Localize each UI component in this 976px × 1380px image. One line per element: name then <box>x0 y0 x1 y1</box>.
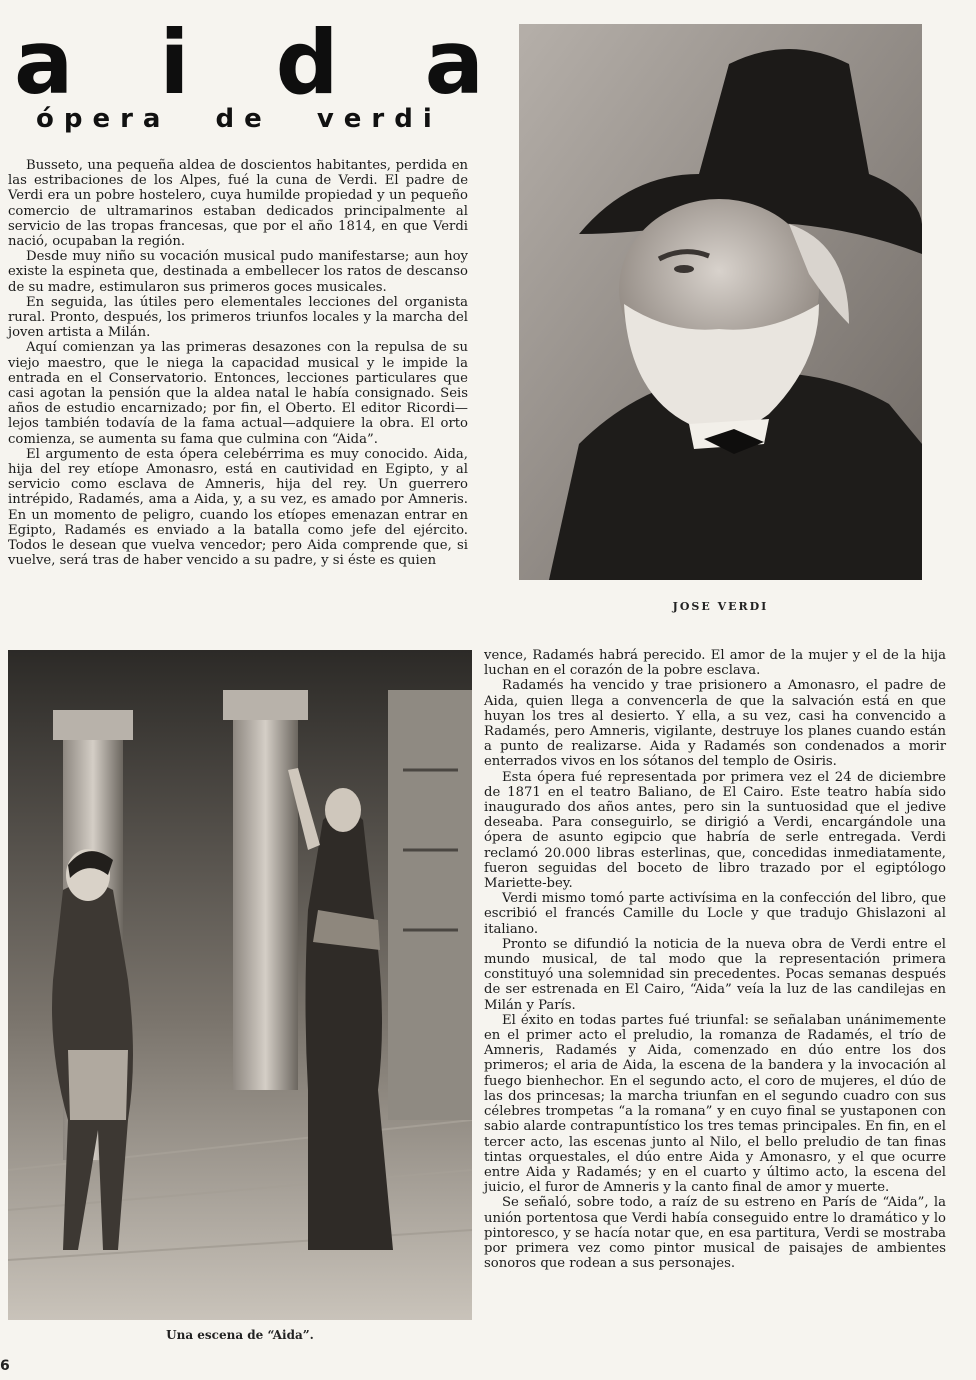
page-number: 6 <box>0 1358 10 1374</box>
title-letter: a <box>14 11 74 114</box>
paragraph: Pronto se difundió la noticia de la nueva obra de Verdi entre el mundo musical, de tal modo que la representación primera constituyó una solemnidad sin precedentes. Pocas semanas después de ser estrenada en El Cairo, “Aida” veía la luz de las candilejas en Milán y París. <box>484 936 946 1013</box>
portrait-caption: JOSE VERDI <box>672 600 769 613</box>
title-letter: a <box>424 11 484 114</box>
paragraph: Aquí comienzan ya las primeras desazones con la repulsa de su viejo maestro, que le niega la capacidad musical y le impide la entrada en el Conservatorio. Entonces, lecciones particulares que casi agotan la pensión que la aldea natal le había consignado. Seis años de estudio encarnizado; por fin, el Oberto. El editor Ricordi—lejos también todavía de la fama actual—adquiere la obra. El orto comienza, se aumenta su fama que culmina con “Aida”. <box>8 340 468 447</box>
title-letter: d <box>275 11 339 114</box>
paragraph: En seguida, las útiles pero elementales lecciones del organista rural. Pronto, después, los primeros triunfos locales y la marcha del joven artista a Milán. <box>8 294 468 341</box>
paragraph: Radamés ha vencido y trae prisionero a Amonasro, el padre de Aida, quien llega a convencerla de que la salvación está en que huyan los tres al desierto. Y ella, a su vez, casi ha convencido a Radamés, pero Amneris, vigilante, destruye los planes cuando están a punto de realizarse. Aida y Radamés son condenados a morir enterrados vivos en los sótanos del templo de Osiris. <box>484 678 946 770</box>
paragraph: Busseto, una pequeña aldea de doscientos habitantes, perdida en las estribaciones de los Alpes, fué la cuna de Verdi. El padre de Verdi era un pobre hostelero, cuya humilde propiedad y un pequeño comercio de ultramarinos estaban dedicados principalmente al servicio de las tropas francesas, que por el año 1814, en que Verdi nació, ocupaban la región. <box>8 158 468 250</box>
article-title <box>14 11 484 114</box>
article-subtitle: ópera de verdi <box>36 104 442 134</box>
title-letter: i <box>159 11 190 114</box>
paragraph: Se señaló, sobre todo, a raíz de su estreno en París de “Aida”, la unión portentosa que Verdi había conseguido entre lo dramático y lo pintoresco, y se hacía notar que, en esa partitura, Verdi se mostraba por primera vez como pintor musical de paisajes de ambientes sonoros que rodean a sus personajes. <box>484 1195 946 1272</box>
paragraph: vence, Radamés habrá perecido. El amor de la mujer y el de la hija luchan en el corazón de la pobre esclava. <box>484 648 946 679</box>
text-column-right <box>484 648 946 1271</box>
paragraph: El éxito en todas partes fué triunfal: se señalaban unánimemente en el primer acto el preludio, la romanza de Radamés, el trío de Amneris, Radamés y Aida, comenzado en dúo entre los dos primeros; el aria de Aida, la escena de la bandera y la invocación al fuego bienhechor. En el segundo acto, el coro de mujeres, el dúo de las dos princesas; la marcha triunfan en el segundo cuadro con sus célebres trompetas “a la romana” y en cuyo final se yustaponen con sabio alarde contrapuntístico los tres temas principales. En fin, en el tercer acto, las escenas junto al Nilo, el bello preludio de tan finas tintas orquestales, el dúo entre Aida y Amonasro, y el que ocurre entre Aida y Radamés; y en el cuarto y último acto, la escena del juicio, el furor de Amneris y la canto final de amor y muerte. <box>484 1012 946 1196</box>
aida-scene-photo <box>8 650 472 1320</box>
paragraph: Esta ópera fué representada por primera vez el 24 de diciembre de 1871 en el teatro Baliano, de El Cairo. Este teatro había sido inaugurado dos años antes, pero sin la suntuosidad que el jedive deseaba. Para conseguirlo, se dirigió a Verdi, encargándole una ópera de asunto egipcio que habría de serle entregada. Verdi reclamó 20.000 libras esterlinas, que, concedidas inmediatamente, fueron seguidas del boceto de libro trazado por el egiptólogo Mariette-bey. <box>484 769 946 892</box>
scene-caption: Una escena de “Aida”. <box>166 1328 314 1342</box>
paragraph: Verdi mismo tomó parte activísima en la confección del libro, que escribió el francés Camille du Locle y que tradujo Ghislazoni al italiano. <box>484 891 946 937</box>
text-column-left <box>8 158 468 568</box>
verdi-portrait-photo <box>519 24 922 580</box>
paragraph: Desde muy niño su vocación musical pudo manifestarse; aun hoy existe la espineta que, destinada a embellecer los ratos de descanso de su madre, estimularon sus primeros goces musicales. <box>8 249 468 295</box>
paragraph: El argumento de esta ópera celebérrima es muy conocido. Aida, hija del rey etíope Amonasro, está en cautividad en Egipto, y al servicio como esclava de Amneris, hija del rey. Un guerrero intrépido, Radamés, ama a Aida, y, a su vez, es amado por Amneris. En un momento de peligro, cuando los etíopes emenazan entrar en Egipto, Radamés es enviado a la batalla como jefe del ejército. Todos le desean que vuelva vencedor; pero Aida comprende que, si vuelve, será tras de haber vencido a su padre, y si éste es quien <box>8 446 468 569</box>
